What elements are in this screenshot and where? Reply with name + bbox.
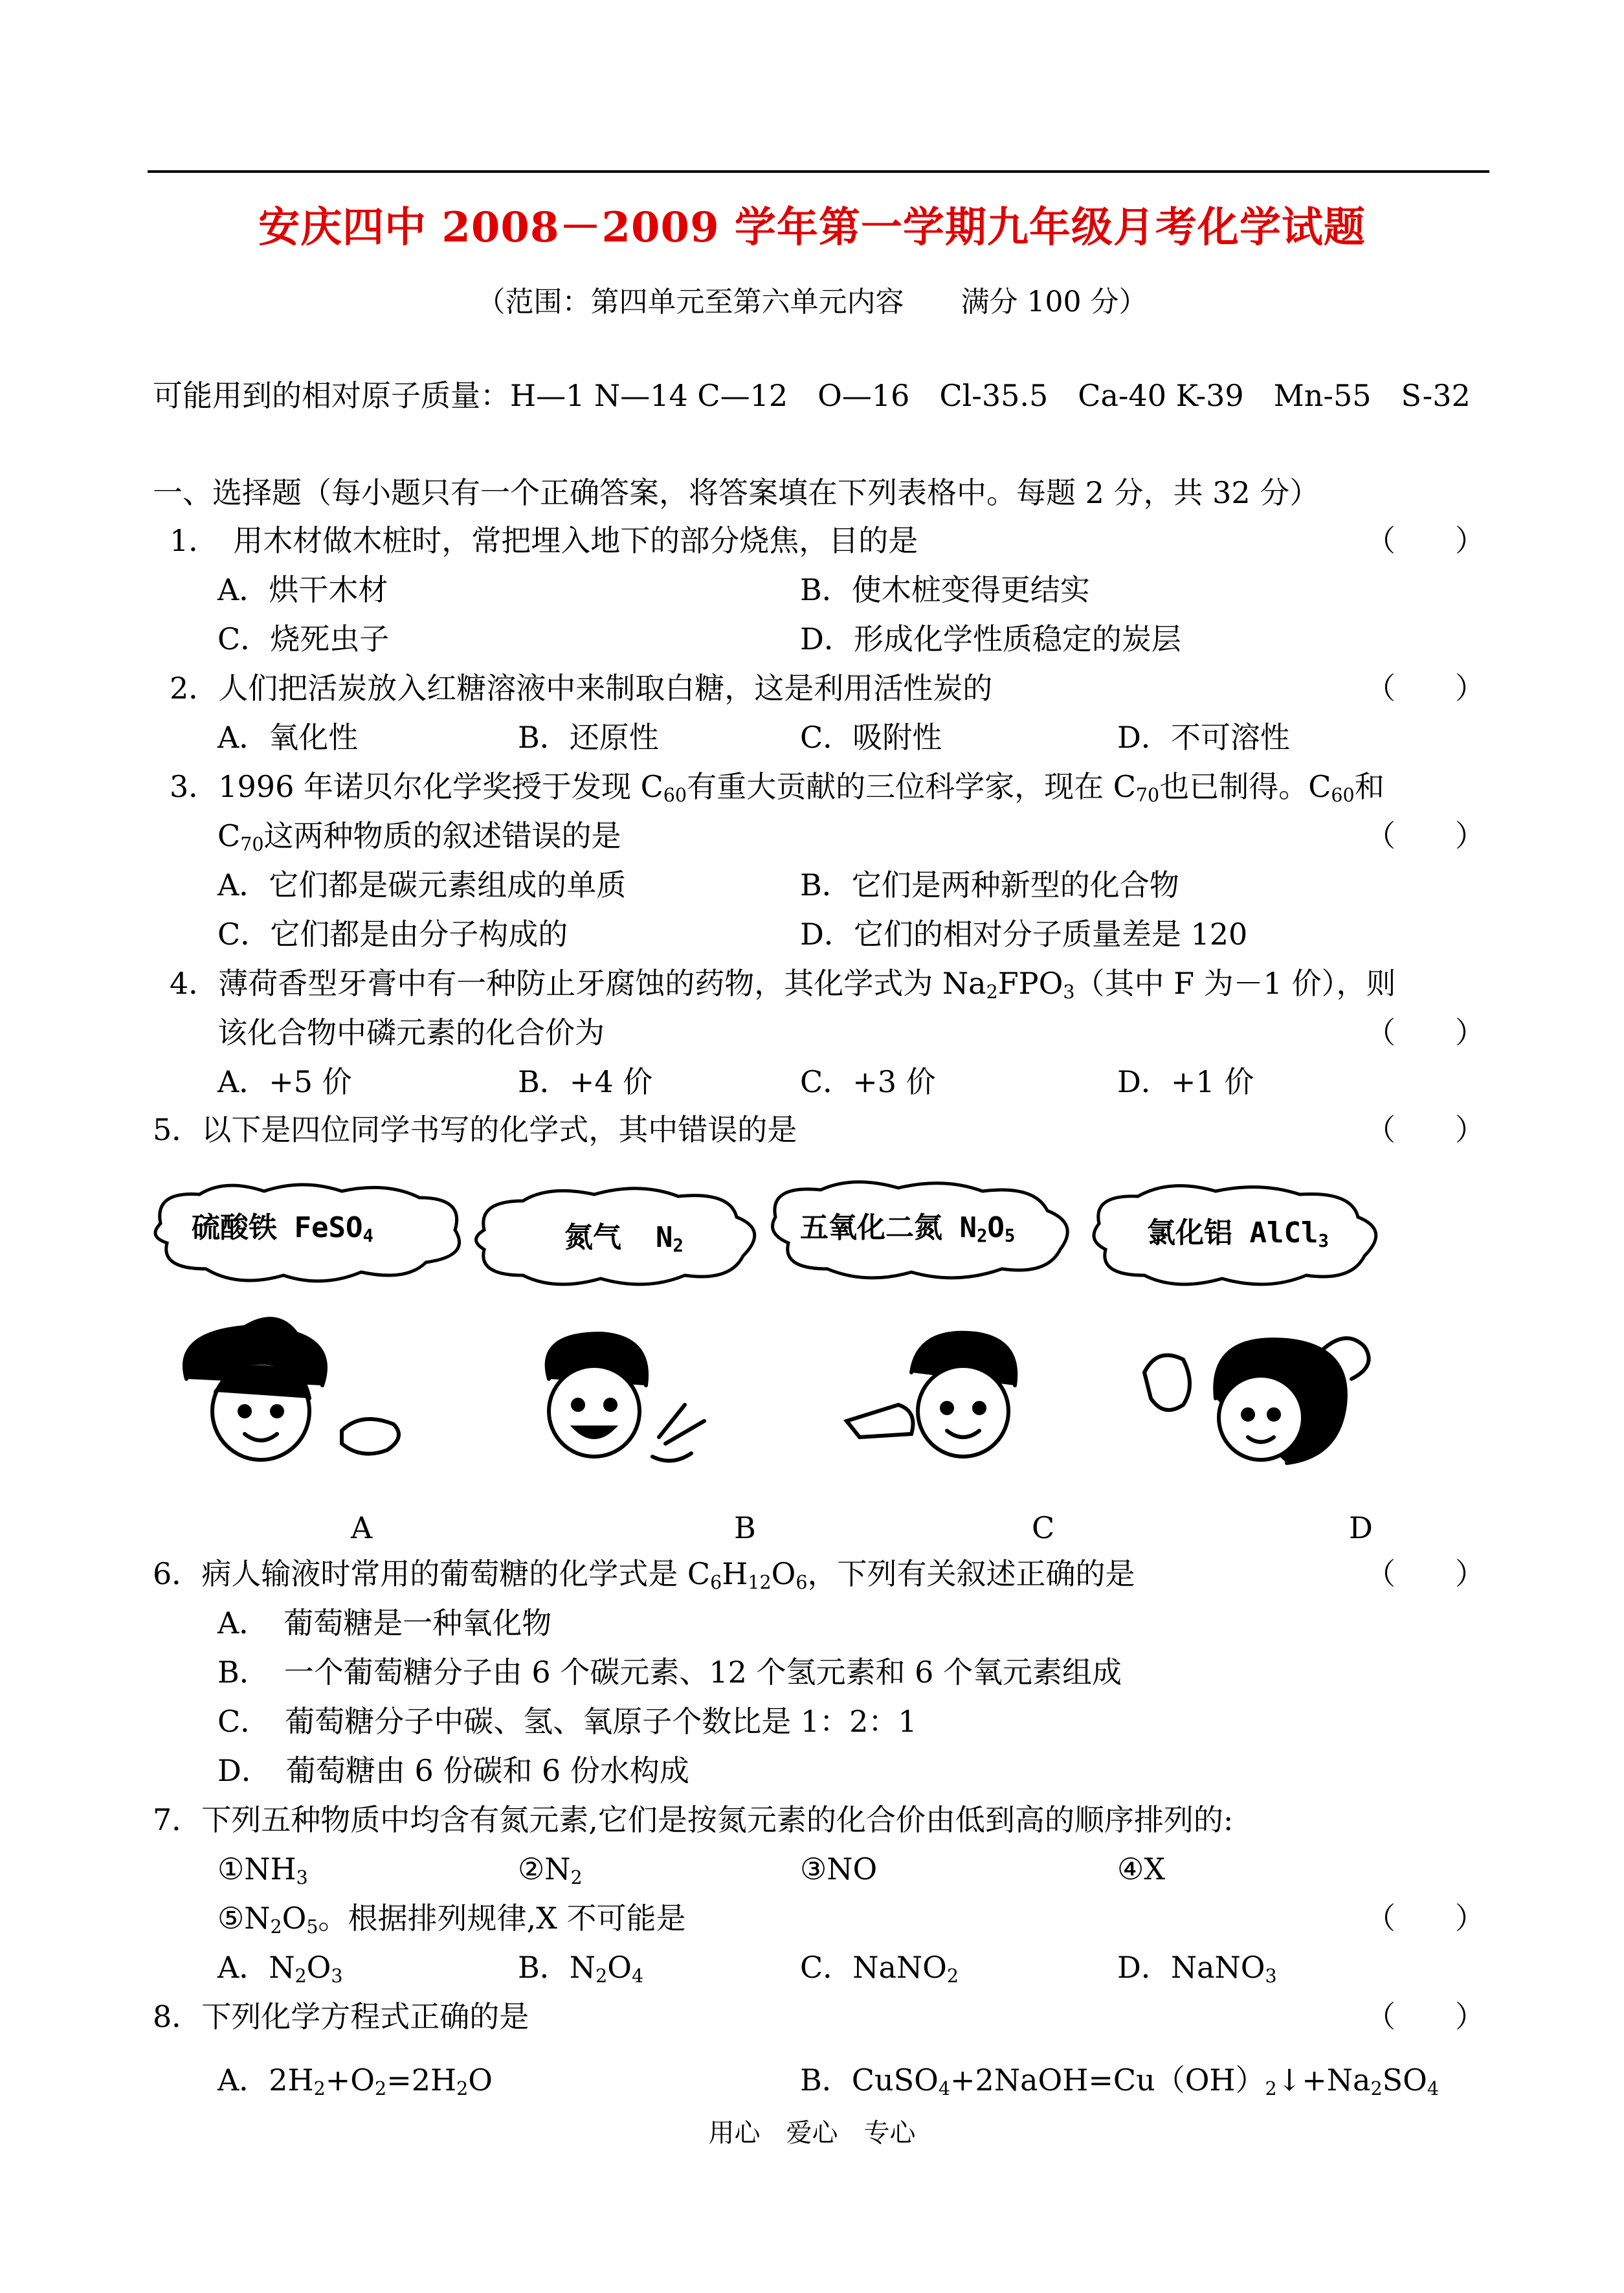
- q6-option-d: D． 葡萄糖由 6 份碳和 6 份水构成: [217, 1753, 689, 1788]
- q4-option-b: B．+4 价: [518, 1064, 653, 1099]
- q1-stem: 1． 用木材做木桩时，常把埋入地下的部分烧焦，目的是: [170, 523, 918, 558]
- q4-answer-blank: （ ）: [1366, 1015, 1485, 1050]
- q1-option-a: A．烘干木材: [217, 572, 388, 607]
- bubble-d-text: 氯化铝 AlCl$_3$: [1147, 1216, 1329, 1251]
- q7-item-5: $⑤N_2O_5$。根据排列规律,X 不可能是: [217, 1901, 686, 1938]
- q6-stem: 6．病人输液时常用的葡萄糖的化学式是 $C_6H_{12}O_6$，下列有关叙述正确的是: [153, 1556, 1135, 1594]
- q6-option-a: A． 葡萄糖是一种氧化物: [217, 1605, 552, 1640]
- q3-option-d: D．它们的相对分子质量差是 120: [800, 917, 1248, 952]
- q7-option-d: D．NaNO$_3$: [1117, 1950, 1277, 1987]
- q7-item-3: ③NO: [800, 1851, 878, 1886]
- q3-option-b: B．它们是两种新型的化合物: [800, 867, 1179, 902]
- q2-option-d: D．不可溶性: [1117, 720, 1290, 755]
- q6-answer-blank: （ ）: [1366, 1556, 1485, 1591]
- page-title: 安庆四中 2008－2009 学年第一学期九年级月考化学试题: [258, 203, 1366, 252]
- bubble-b-text: 氮气 $N_2$: [564, 1221, 684, 1256]
- bubble-a-text: 硫酸铁 FeSO$_4$: [192, 1211, 373, 1246]
- top-rule: [148, 170, 1489, 173]
- q5-stem: 5．以下是四位同学书写的化学式，其中错误的是: [153, 1112, 797, 1147]
- q8-answer-blank: （ ）: [1366, 1999, 1485, 2034]
- q3-stem: 3．1996 年诺贝尔化学奖授于发现 $C_{60}$有重大贡献的三位科学家，现在 $C_{70}$也已制得。$C_{60}$和: [170, 769, 1385, 807]
- q7-item-4: ④X: [1117, 1851, 1165, 1886]
- q4-stem: 4．薄荷香型牙膏中有一种防止牙腐蚀的药物，其化学式为 $Na_2FPO_3$（其中 F 为－1 价），则: [170, 966, 1396, 1003]
- q5-answer-blank: （ ）: [1366, 1112, 1485, 1147]
- q2-option-b: B．还原性: [518, 720, 659, 755]
- q4-option-d: D．+1 价: [1117, 1064, 1254, 1099]
- students-illustration: [148, 1308, 1494, 1489]
- q3-answer-blank: （ ）: [1366, 818, 1485, 853]
- q5-label-c: C: [1032, 1510, 1055, 1545]
- student-c-figure: [847, 1333, 1016, 1457]
- q5-label-b: B: [734, 1510, 756, 1545]
- q7-option-c: C．NaNO$_2$: [800, 1950, 959, 1987]
- bubble-c-text: 五氧化二氮 $N_2O_5$: [800, 1211, 1016, 1246]
- q7-item-2: $②N_2$: [518, 1851, 583, 1889]
- q8-option-b: B．$CuSO_4+2NaOH=Cu(OH)_2↓+Na_2SO_4$: [800, 2063, 1439, 2100]
- q7-stem: 7．下列五种物质中均含有氮元素,它们是按氮元素的化合价由低到高的顺序排列的:: [153, 1802, 1234, 1837]
- student-b-figure: [547, 1334, 704, 1460]
- q1-option-d: D．形成化学性质稳定的炭层: [800, 621, 1181, 656]
- exam-scope: （范围：第四单元至第六单元内容 满分 100 分）: [476, 285, 1148, 319]
- section-heading: 一、选择题（每小题只有一个正确答案，将答案填在下列表格中。每题 2 分，共 32 分）: [153, 475, 1320, 510]
- q8-stem: 8．下列化学方程式正确的是: [153, 1999, 529, 2034]
- q5-label-a: A: [351, 1510, 373, 1545]
- q2-option-c: C．吸附性: [800, 720, 942, 755]
- q7-item-1: $①NH_3$: [217, 1851, 308, 1889]
- q1-option-c: C．烧死虫子: [217, 621, 390, 656]
- student-d-figure: [1144, 1338, 1369, 1463]
- q1-answer-blank: （ ）: [1366, 523, 1485, 558]
- q7-option-a: A．$N_2O_3$: [217, 1950, 343, 1987]
- atomic-masses: 可能用到的相对原子质量：H—1 N—14 C—12 O—16 Cl-35.5 Ca-40 K-39 Mn-55 S-32: [153, 378, 1471, 413]
- q5-label-d: D: [1349, 1510, 1373, 1545]
- q4-option-c: C．+3 价: [800, 1064, 936, 1099]
- page-footer: 用心 爱心 专心: [708, 2118, 916, 2148]
- q1-option-b: B．使木桩变得更结实: [800, 572, 1090, 607]
- q3-option-a: A．它们都是碳元素组成的单质: [217, 867, 627, 902]
- q4-option-a: A．+5 价: [217, 1064, 352, 1099]
- q2-answer-blank: （ ）: [1366, 671, 1485, 706]
- q2-stem: 2．人们把活炭放入红糖溶液中来制取白糖，这是利用活性炭的: [170, 671, 993, 706]
- q3-stem-line2: $C_{70}$这两种物质的叙述错误的是: [217, 818, 621, 856]
- q6-option-c: C． 葡萄糖分子中碳、氢、氧原子个数比是 1：2：1: [217, 1704, 917, 1739]
- q3-option-c: C．它们都是由分子构成的: [217, 917, 568, 952]
- q6-option-b: B． 一个葡萄糖分子由 6 个碳元素、12 个氢元素和 6 个氧元素组成: [217, 1655, 1122, 1690]
- q4-stem-line2: 该化合物中磷元素的化合价为: [217, 1015, 605, 1050]
- q2-option-a: A．氧化性: [217, 720, 359, 755]
- q8-option-a: A．$2H_2+O_2=2H_2O$: [217, 2063, 493, 2100]
- q7-answer-blank: （ ）: [1366, 1901, 1485, 1936]
- student-a-figure: [184, 1319, 399, 1460]
- q7-option-b: B．$N_2O_4$: [518, 1950, 644, 1987]
